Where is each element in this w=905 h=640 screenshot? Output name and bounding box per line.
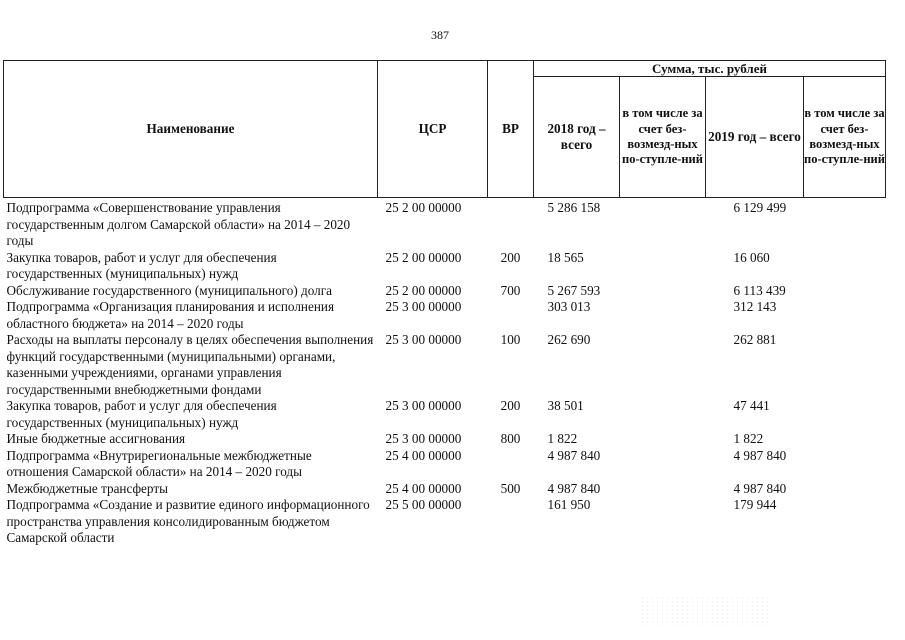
cell-2019-gratuitous [804, 299, 886, 332]
cell-csr: 25 4 00 00000 [385, 447, 462, 463]
cell-name: Закупка товаров, работ и услуг для обеспечения государственных (муниципальных) нужд [6, 249, 277, 281]
cell-2019-total: 4 987 840 [733, 447, 787, 463]
cell-vr: 200 [500, 398, 521, 413]
cell-2019-total: 16 060 [733, 249, 770, 265]
cell-2018-total: 161 950 [547, 497, 591, 512]
cell-2018-total: 303 013 [547, 299, 591, 314]
cell-vr: 700 [500, 282, 521, 298]
cell-2019-total: 262 881 [733, 332, 777, 347]
budget-table [3, 60, 886, 547]
cell-2018-gratuitous [620, 448, 706, 481]
cell-csr: 25 3 00 00000 [385, 332, 462, 347]
cell-2019-total: 312 143 [733, 299, 777, 314]
cell-2019-total: 4 987 840 [733, 480, 787, 496]
cell-2019-total: 47 441 [733, 398, 770, 413]
cell-2018-total: 38 501 [547, 398, 584, 413]
cell-vr: 800 [500, 431, 521, 446]
cell-name: Межбюджетные трансферты [6, 480, 168, 496]
cell-2018-gratuitous [620, 481, 706, 498]
cell-name: Подпрограмма «Совершенствование управления государственным долгом Самарской области» на 2014 – 2020 годы [6, 200, 351, 248]
table-row [4, 497, 886, 547]
cell-csr: 25 3 00 00000 [385, 299, 462, 314]
header-2018-total: 2018 год – всего [534, 77, 620, 198]
cell-csr: 25 5 00 00000 [385, 497, 462, 512]
cell-2018-gratuitous [620, 398, 706, 431]
cell-vr: 200 [500, 249, 521, 265]
cell-csr: 25 4 00 00000 [385, 480, 462, 496]
cell-2019-total: 6 129 499 [733, 200, 787, 215]
cell-2019-total: 179 944 [733, 497, 777, 512]
cell-name: Расходы на выплаты персоналу в целях обеспечения выполнения функций государственными (муниципальными) органами, казенными учреждениями, органами управления государственными внебюджетными фондами [6, 332, 374, 397]
table-row [4, 283, 886, 300]
table-row [4, 198, 886, 250]
cell-csr: 25 2 00 00000 [385, 282, 462, 298]
cell-2018-total: 4 987 840 [547, 447, 601, 463]
table-body [4, 198, 886, 547]
cell-2018-total: 5 267 593 [547, 282, 601, 298]
header-name: Наименование [4, 61, 378, 198]
cell-2019-gratuitous [804, 497, 886, 547]
cell-2018-gratuitous [620, 497, 706, 547]
cell-2019-total: 6 113 439 [733, 282, 786, 298]
cell-vr [488, 299, 534, 332]
cell-name: Иные бюджетные ассигнования [6, 431, 186, 446]
cell-name: Подпрограмма «Внутрирегиональные межбюджетные отношения Самарской области» на 2014 – 2020 годы [6, 447, 312, 479]
header-vr: ВР [488, 61, 534, 198]
table-row [4, 398, 886, 431]
cell-vr [488, 198, 534, 250]
header-2019-total: 2019 год – всего [706, 77, 804, 198]
cell-2019-gratuitous [804, 448, 886, 481]
cell-vr: 500 [500, 480, 521, 496]
cell-csr: 25 3 00 00000 [385, 398, 462, 413]
table-row [4, 250, 886, 283]
table-row [4, 481, 886, 498]
cell-name: Закупка товаров, работ и услуг для обеспечения государственных (муниципальных) нужд [6, 398, 277, 430]
cell-csr: 25 3 00 00000 [385, 431, 462, 446]
table-row [4, 332, 886, 398]
cell-2018-total: 1 822 [547, 431, 578, 446]
cell-2018-gratuitous [620, 198, 706, 250]
cell-2018-gratuitous [620, 250, 706, 283]
cell-2018-gratuitous [620, 431, 706, 448]
header-csr: ЦСР [378, 61, 488, 198]
table-row [4, 431, 886, 448]
header-2018-gratuitous: в том числе за счет без-возмезд-ных по-ступле-ний [620, 77, 706, 198]
table-row [4, 448, 886, 481]
cell-2019-gratuitous [804, 332, 886, 398]
cell-csr: 25 2 00 00000 [385, 249, 462, 265]
cell-2019-gratuitous [804, 283, 886, 300]
cell-2018-gratuitous [620, 283, 706, 300]
cell-name: Подпрограмма «Создание и развитие единого информационного пространства управления консолидированным бюджетом Самарской области [6, 497, 370, 545]
cell-2018-gratuitous [620, 299, 706, 332]
cell-vr [488, 448, 534, 481]
cell-2019-gratuitous [804, 481, 886, 498]
table-row [4, 299, 886, 332]
cell-2018-total: 262 690 [547, 332, 591, 347]
cell-vr: 100 [500, 332, 521, 347]
cell-2019-total: 1 822 [733, 431, 764, 446]
cell-name: Подпрограмма «Организация планирования и исполнения областного бюджета» на 2014 – 2020 годы [6, 299, 335, 331]
table-header [4, 61, 886, 198]
page-number: 387 [431, 28, 449, 42]
cell-2019-gratuitous [804, 250, 886, 283]
scan-artifact [640, 596, 770, 626]
cell-2019-gratuitous [804, 198, 886, 250]
cell-2019-gratuitous [804, 431, 886, 448]
header-sum: Сумма, тыс. рублей [534, 61, 886, 77]
cell-2018-total: 4 987 840 [547, 480, 601, 496]
cell-vr [488, 497, 534, 547]
cell-2018-total: 5 286 158 [547, 200, 601, 215]
cell-csr: 25 2 00 00000 [385, 200, 462, 215]
cell-2018-gratuitous [620, 332, 706, 398]
cell-name: Обслуживание государственного (муниципального) долга [6, 282, 332, 298]
cell-2019-gratuitous [804, 398, 886, 431]
header-2019-gratuitous: в том числе за счет без-возмезд-ных по-ступле-ний [804, 77, 886, 198]
cell-2018-total: 18 565 [547, 249, 584, 265]
